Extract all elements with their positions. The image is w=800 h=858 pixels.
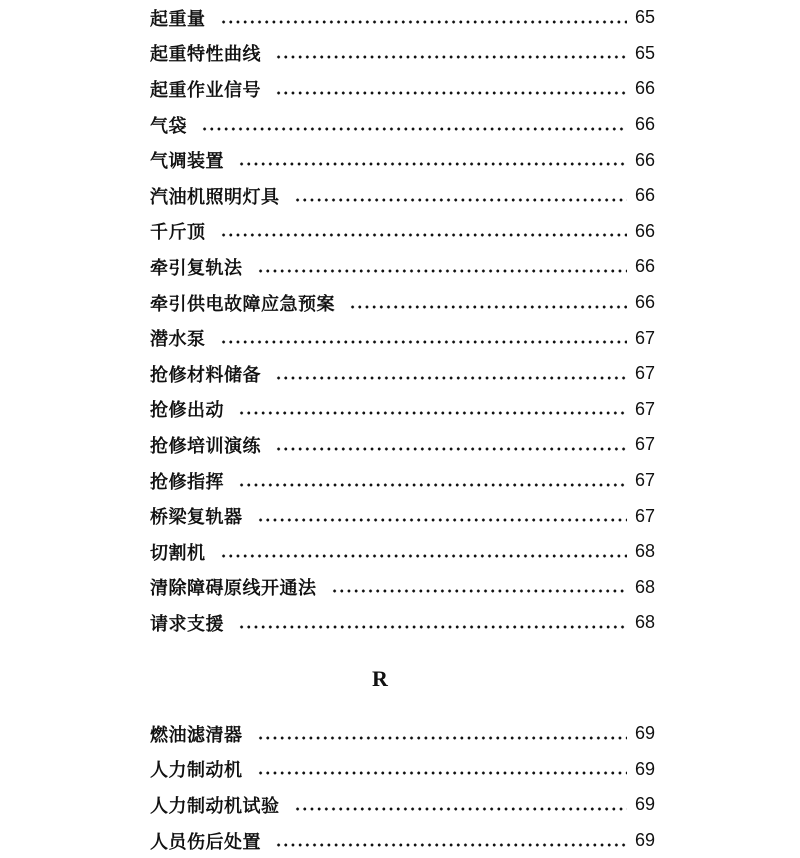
index-entry (150, 71, 655, 107)
dot-leader (220, 333, 627, 351)
page-number: 66 (634, 292, 655, 313)
dot-leader (275, 84, 627, 102)
dot-leader (294, 800, 627, 818)
index-term: 抢修出动 (150, 400, 224, 422)
index-entry (150, 787, 655, 823)
dot-leader (257, 764, 627, 782)
index-term: 清除障碍原线开通法 (150, 578, 317, 600)
index-term: 牵引复轨法 (150, 257, 243, 279)
index-term: 汽油机照明灯具 (150, 186, 280, 208)
index-list-q (150, 0, 655, 641)
index-entry (150, 36, 655, 72)
page-number: 67 (634, 434, 655, 455)
index-entry (150, 0, 655, 36)
dot-leader (220, 226, 627, 244)
dot-leader (275, 369, 627, 387)
index-term: 起重量 (150, 8, 206, 30)
dot-leader (220, 13, 627, 31)
index-entry (150, 178, 655, 214)
dot-leader (275, 48, 627, 66)
dot-leader (238, 618, 627, 636)
page-number: 67 (634, 470, 655, 491)
page-number: 69 (634, 723, 655, 744)
index-entry (150, 356, 655, 392)
index-entry (150, 285, 655, 321)
index-entry (150, 752, 655, 788)
page-number: 66 (634, 220, 655, 241)
index-term: 切割机 (150, 542, 206, 564)
page-number: 68 (634, 576, 655, 597)
index-entry (150, 534, 655, 570)
dot-leader (275, 440, 627, 458)
index-term: 潜水泵 (150, 329, 206, 351)
page-number: 67 (634, 327, 655, 348)
page-number: 69 (634, 758, 655, 779)
page-number: 69 (634, 794, 655, 815)
dot-leader (331, 582, 627, 600)
page-number: 66 (634, 149, 655, 170)
index-entry (150, 463, 655, 499)
dot-leader (257, 262, 627, 280)
index-term: 千斤顶 (150, 222, 206, 244)
dot-leader (238, 155, 627, 173)
dot-leader (257, 729, 627, 747)
index-term: 牵引供电故障应急预案 (150, 293, 335, 315)
index-term: 请求支援 (150, 613, 224, 635)
index-term: 起重作业信号 (150, 79, 261, 101)
index-list-r (150, 716, 655, 858)
index-term: 人力制动机 (150, 760, 243, 782)
index-entry (150, 605, 655, 641)
page-number: 66 (634, 256, 655, 277)
index-entry (150, 823, 655, 858)
index-entry (150, 320, 655, 356)
index-entry (150, 716, 655, 752)
index-entry (150, 214, 655, 250)
index-term: 抢修材料储备 (150, 364, 261, 386)
index-entry (150, 570, 655, 606)
index-term: 人力制动机试验 (150, 795, 280, 817)
index-term: 气调装置 (150, 151, 224, 173)
dot-leader (238, 404, 627, 422)
dot-leader (220, 547, 627, 565)
index-entry (150, 427, 655, 463)
dot-leader (349, 298, 627, 316)
index-entry (150, 142, 655, 178)
index-term: 人员伤后处置 (150, 831, 261, 853)
index-entry (150, 107, 655, 143)
dot-leader (201, 120, 627, 138)
index-entry (150, 249, 655, 285)
page-number: 69 (634, 830, 655, 851)
page-number: 66 (634, 78, 655, 99)
page-number: 66 (634, 114, 655, 135)
dot-leader (275, 836, 627, 854)
section-heading-r: R (372, 666, 388, 691)
index-entry (150, 498, 655, 534)
index-term: 燃油滤清器 (150, 724, 243, 746)
index-term: 气袋 (150, 115, 187, 137)
index-term: 抢修培训演练 (150, 435, 261, 457)
page-number: 66 (634, 185, 655, 206)
index-entry (150, 392, 655, 428)
page-number: 67 (634, 505, 655, 526)
page-number: 65 (634, 7, 655, 28)
page-number: 65 (634, 42, 655, 63)
page-number: 67 (634, 363, 655, 384)
dot-leader (257, 511, 627, 529)
index-term: 桥梁复轨器 (150, 507, 243, 529)
index-term: 起重特性曲线 (150, 44, 261, 66)
page-number: 68 (634, 541, 655, 562)
index-term: 抢修指挥 (150, 471, 224, 493)
page-number: 68 (634, 612, 655, 633)
dot-leader (294, 191, 627, 209)
dot-leader (238, 476, 627, 494)
page-number: 67 (634, 398, 655, 419)
